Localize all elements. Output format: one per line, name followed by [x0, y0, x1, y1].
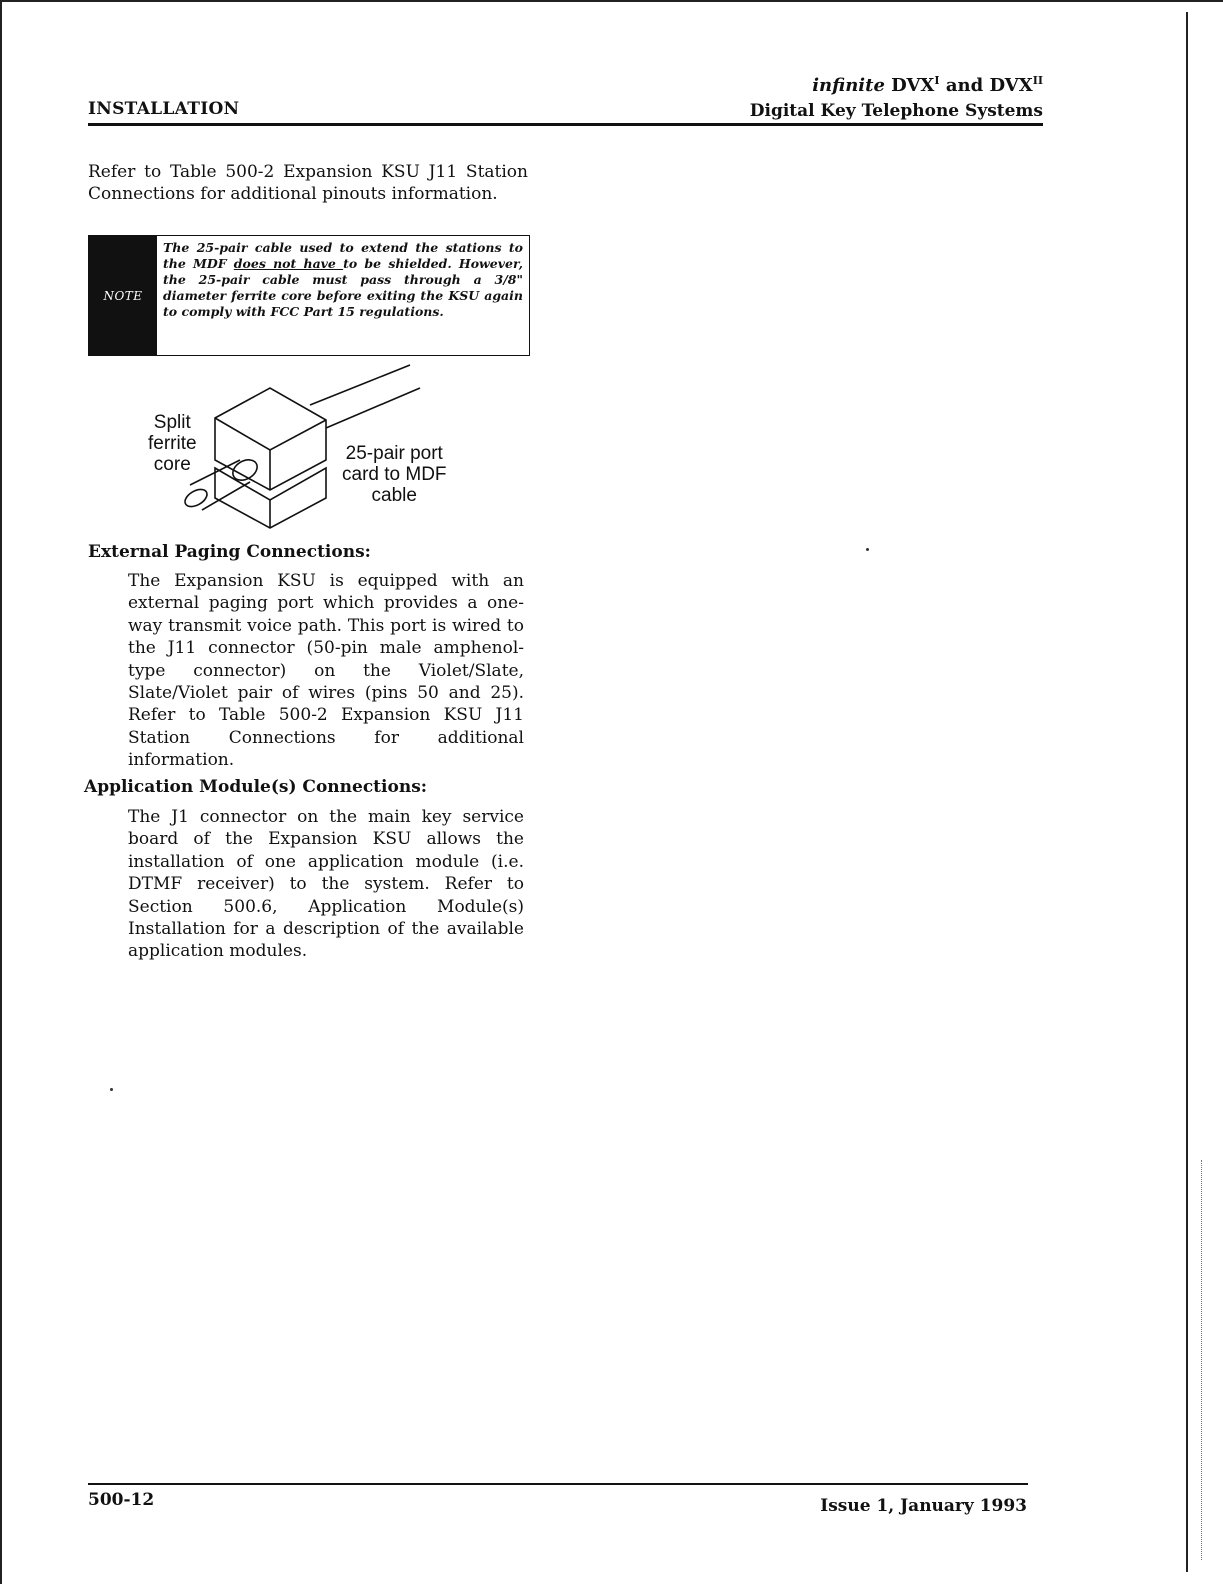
note-tag: NOTE [89, 236, 157, 355]
figure-label-cable-line-3: cable [371, 485, 417, 506]
section-heading-paging: External Paging Connections: [88, 542, 371, 562]
figure-label-core-line-1: Split [153, 412, 191, 433]
header-product-a: DVX [891, 75, 935, 96]
note-box [88, 235, 530, 356]
cable-end [182, 486, 210, 510]
footer-rule [88, 1483, 1028, 1485]
header-section-title: INSTALLATION [88, 99, 240, 119]
header-brand: infinite [812, 75, 885, 96]
header-rule [88, 123, 1043, 126]
header-product-b: DVX [989, 75, 1033, 96]
figure-label-cable [342, 443, 447, 506]
figure-label-cable-line-2: card to MDF [342, 464, 447, 485]
note-text [157, 236, 529, 355]
header-sup-a: I [934, 74, 940, 87]
section-heading-application: Application Module(s) Connections: [84, 777, 428, 797]
header-subtitle: Digital Key Telephone Systems [749, 101, 1043, 121]
scan-speck [110, 1088, 113, 1091]
figure-label-cable-line-1: 25-pair port [345, 443, 443, 464]
figure-label-core-line-2: ferrite [148, 433, 197, 454]
footer-page-number: 500-12 [88, 1490, 155, 1510]
header-product-title [812, 74, 1043, 96]
section-body-paging: The Expansion KSU is equipped with an external paging port which provides a one-way transmit voice path. This port is wired to the J11 connector (50-pin male amphenol-type connector) on the Violet/Slate, Slate/Violet pair of wires (pins 50 and 25). Refer to Table 500-2 Expansion KSU J11 Station Connections for additional information. [128, 571, 524, 771]
figure-label-core [148, 412, 197, 475]
note-text-part-2: to be shielded. However, the 25-pair cable must pass through a 3/8" diameter ferrite core before exiting the KSU again to comply with FCC Part 15 regulations. [163, 256, 524, 319]
note-underlined-text: does not have [233, 256, 344, 271]
page-frame-top [0, 0, 1223, 2]
figure-label-core-line-3: core [153, 454, 191, 475]
ferrite-core-figure [130, 360, 490, 530]
note-text-part-1: The 25-pair cable used to extend the stations to the MDF [163, 240, 523, 271]
header-and: and [945, 75, 984, 96]
page-frame-left [0, 0, 2, 1584]
footer-issue: Issue 1, January 1993 [820, 1496, 1027, 1516]
intro-paragraph: Refer to Table 500-2 Expansion KSU J11 Station Connections for additional pinouts information. [88, 162, 528, 204]
cable-line-lower [326, 388, 420, 428]
scan-speck [866, 548, 869, 551]
scan-edge-dots [1201, 1160, 1202, 1560]
header-sup-b: II [1032, 74, 1043, 87]
page-frame-right [1186, 12, 1188, 1572]
section-body-application: The J1 connector on the main key service board of the Expansion KSU allows the installation of one application module (i.e. DTMF receiver) to the system. Refer to Section 500.6, Application Module(s) Installation for a description of the available application modules. [128, 807, 524, 962]
